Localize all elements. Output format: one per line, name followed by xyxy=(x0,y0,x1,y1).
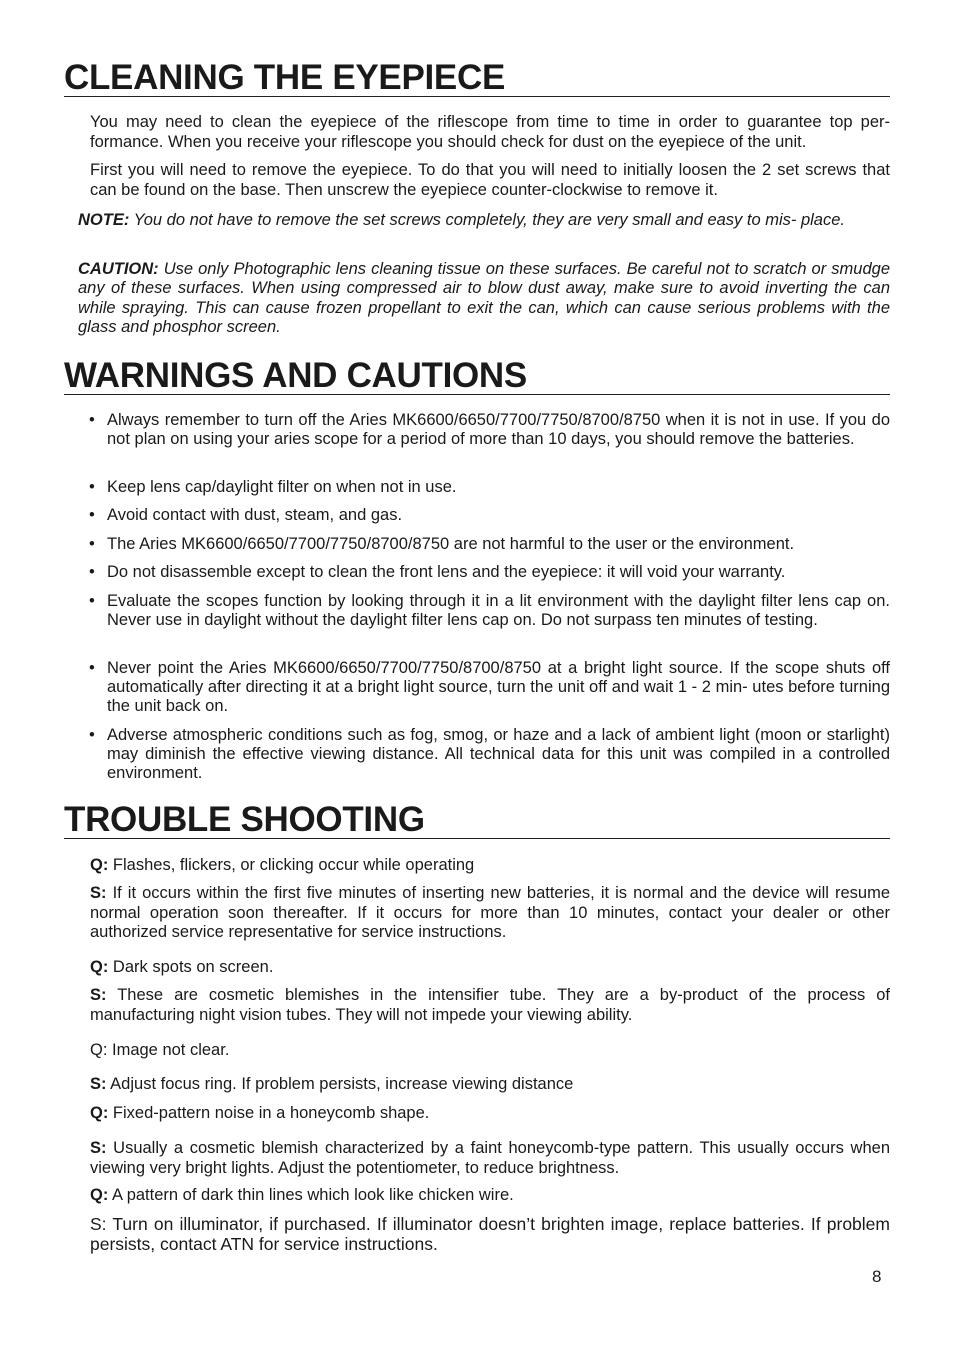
question-3: Q: Image not clear. xyxy=(90,1041,230,1059)
solution-5: S: Turn on illuminator, if purchased. If illuminator doesn’t brighten image, replace batteries. If problem persists, contact ATN for service instructions. xyxy=(90,1214,890,1254)
bullet-icon: • xyxy=(89,659,95,677)
warning-text: Adverse atmospheric conditions such as fog, smog, or haze and a lack of ambient light (moon or starlight) may diminish the effective viewing distance. All technical data for this unit was compiled in a controlled environment. xyxy=(107,726,890,783)
eyepiece-paragraph-2: First you will need to remove the eyepiece. To do that you will need to initially loosen the 2 set screws that can be found on the base. Then unscrew the eyepiece counter-clockwise to remove it. xyxy=(90,161,890,199)
solution-2 xyxy=(90,986,890,1025)
s-label: S: xyxy=(90,1139,107,1157)
bullet-icon: • xyxy=(89,563,95,581)
caution-text: Use only Photographic lens cleaning tissue on these surfaces. Be careful not to scratch or smudge any of these surfaces. When using compressed air to blow dust away, make sure to avoid inverting the can while spraying. This can cause frozen propellant to exit the can, which can cause serious problems with the glass and phosphor screen. xyxy=(78,260,890,337)
note-label: NOTE: xyxy=(78,211,130,229)
q-label: Q: xyxy=(90,1186,109,1204)
warning-item xyxy=(89,659,890,717)
bullet-icon: • xyxy=(89,506,95,524)
solution-1 xyxy=(90,884,890,943)
warning-item xyxy=(89,411,890,449)
solution-3 xyxy=(90,1075,890,1095)
question-2 xyxy=(90,958,890,978)
solution-text: These are cosmetic blemishes in the intensifier tube. They are a by-product of the process of manufacturing night vision tubes. They will not impede your viewing ability. xyxy=(90,986,890,1024)
heading-warnings: WARNINGS AND CAUTIONS xyxy=(64,358,890,395)
question-text: Dark spots on screen. xyxy=(108,958,274,976)
bullet-icon: • xyxy=(89,478,95,496)
question-text: A pattern of dark thin lines which look like chicken wire. xyxy=(108,1186,514,1204)
question-1 xyxy=(90,856,890,876)
heading-trouble-shooting: TROUBLE SHOOTING xyxy=(64,802,890,839)
question-text: Flashes, flickers, or clicking occur while operating xyxy=(108,856,475,874)
page-number: 8 xyxy=(872,1267,882,1286)
q-label: Q: xyxy=(90,856,109,874)
s-label: S: xyxy=(90,1075,107,1093)
bullet-icon: • xyxy=(89,411,95,429)
eyepiece-paragraph-1: You may need to clean the eyepiece of the riflescope from time to time in order to guarantee top per- formance. When you receive your riflescope you should check for dust on the eyepiece of the unit. xyxy=(90,113,890,151)
s-label: S: xyxy=(90,884,107,902)
question-4 xyxy=(90,1104,890,1124)
warning-text: Keep lens cap/daylight filter on when not in use. xyxy=(107,478,457,496)
caution-paragraph xyxy=(78,260,890,338)
warning-text: Never point the Aries MK6600/6650/7700/7750/8700/8750 at a bright light source. If the scope shuts off automatically after directing it at a bright light source, turn the unit off and wait 1 - 2 min- utes before turning the unit back on. xyxy=(107,659,890,716)
bullet-icon: • xyxy=(89,592,95,610)
warning-item xyxy=(89,592,890,630)
note-paragraph xyxy=(78,211,890,231)
warning-text: Do not disassemble except to clean the front lens and the eyepiece: it will void your warranty. xyxy=(107,563,786,581)
warning-item xyxy=(89,506,890,525)
bullet-icon: • xyxy=(89,535,95,553)
solution-text: If it occurs within the first five minutes of inserting new batteries, it is normal and the device will resume normal operation soon thereafter. If it occurs for more than 10 minutes, contact your dealer or other authorized service representative for service instructions. xyxy=(90,884,890,941)
question-text: Fixed-pattern noise in a honeycomb shape. xyxy=(108,1104,430,1122)
warning-item xyxy=(89,563,890,582)
solution-text: Usually a cosmetic blemish characterized by a faint honeycomb-type pattern. This usually occurs when viewing very bright lights. Adjust the potentiometer, to reduce brightness. xyxy=(90,1139,890,1177)
warning-item xyxy=(89,478,890,497)
warning-item xyxy=(89,726,890,784)
q-label: Q: xyxy=(90,1104,109,1122)
s-label: S: xyxy=(90,986,107,1004)
q-label: Q: xyxy=(90,958,109,976)
warning-text: Evaluate the scopes function by looking through it in a lit environment with the daylight filter lens cap on. Never use in daylight without the daylight filter lens cap on. Do not surpass ten minutes of testing. xyxy=(107,592,890,630)
warning-text: Avoid contact with dust, steam, and gas. xyxy=(107,506,403,524)
question-5 xyxy=(90,1186,890,1206)
heading-cleaning-eyepiece: CLEANING THE EYEPIECE xyxy=(64,60,890,97)
caution-label: CAUTION: xyxy=(78,260,159,278)
bullet-icon: • xyxy=(89,726,95,744)
solution-4 xyxy=(90,1139,890,1178)
warning-item xyxy=(89,535,890,554)
warning-text: The Aries MK6600/6650/7700/7750/8700/8750 are not harmful to the user or the environment. xyxy=(107,535,795,553)
warning-text: Always remember to turn off the Aries MK6600/6650/7700/7750/8700/8750 when it is not in use. If you do not plan on using your aries scope for a period of more than 10 days, you should remove the batteries. xyxy=(107,411,890,449)
solution-text: Adjust focus ring. If problem persists, increase viewing distance xyxy=(106,1075,574,1093)
note-text: You do not have to remove the set screws completely, they are very small and easy to mis- place. xyxy=(129,211,845,229)
